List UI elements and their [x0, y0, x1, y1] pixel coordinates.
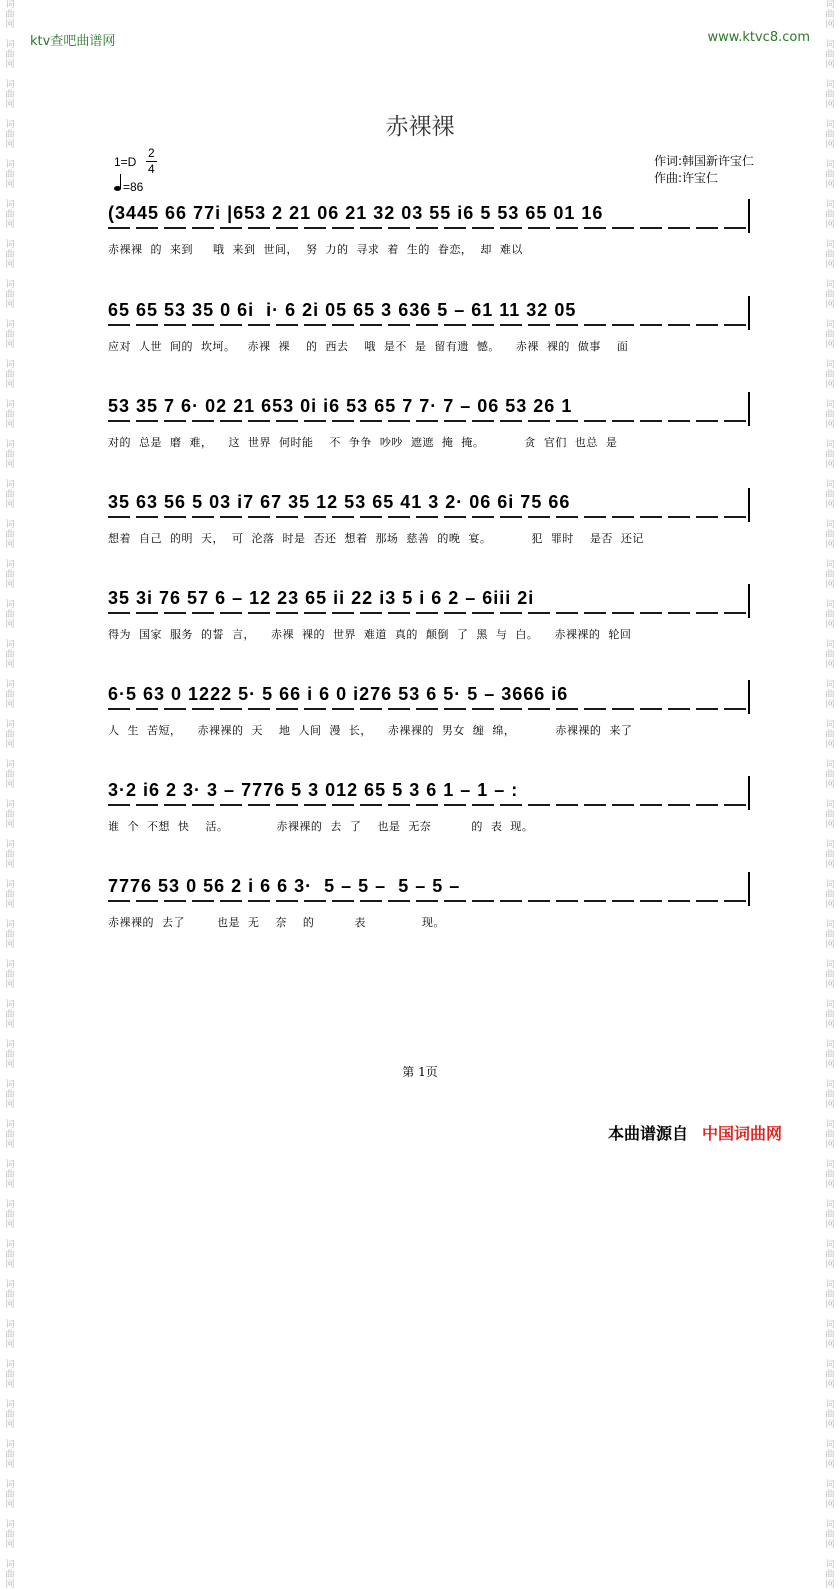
header-left-site[interactable]: ktv查吧曲谱网 [30, 34, 116, 49]
end-barline [748, 488, 750, 522]
end-barline [748, 392, 750, 426]
score-line [0, 876, 840, 936]
notation-row: (3445 66 77i |653 2 21 06 21 32 03 55 i6 5 53 65 01 16 [108, 203, 604, 223]
lyrics-row: 赤裸裸 的 来到 哦 来到 世间， 努 力的 寻求 着 生的 眷恋， 却 难以 [108, 243, 523, 256]
score-line [0, 588, 840, 648]
meter-top: 2 [148, 146, 155, 160]
beam-underline [108, 420, 748, 422]
beam-underline [108, 900, 748, 902]
notation-row: 7776 53 0 56 2 i 6 6 3· 5 – 5 – 5 – 5 – [108, 876, 461, 896]
composer: 作曲:许宝仁 [654, 171, 719, 185]
lyrics-row: 得为 国家 服务 的誓 言， 赤裸 裸的 世界 难道 真的 颠倒 了 黑 与 白。 赤裸裸的 轮回 [108, 628, 632, 641]
notation-row: 35 3i 76 57 6 – 12 23 65 ii 22 i3 5 i 6 2 – 6iii 2i [108, 588, 535, 608]
score-line [0, 492, 840, 552]
score-line [0, 300, 840, 360]
beam-underline [108, 612, 748, 614]
meter-bottom: 4 [148, 162, 155, 176]
credits [654, 153, 754, 187]
lyricist: 作词:韩国新许宝仁 [654, 154, 755, 168]
score-line [0, 780, 840, 840]
watermark-strip-left: 词 曲 网 词 曲 网 词 曲 网 词 曲 网 词 曲 网 词 曲 网 词 曲 网 词 曲 网 词 曲 网 词 曲 网 词 曲 网 词 曲 网 词 曲 网 词 曲 网 词 曲 网 词 曲 网 词 曲 网 词 曲 网 词 曲 网 词 曲 网 词 曲 网 词 曲 网 词 曲 网 词 曲 网 词 曲 网 词 曲 网 词 曲 网 词 曲 网 词 曲 网 词 曲 网 词 曲 网 词 曲 网 词 曲 网 词 曲 网 词 曲 网 词 曲 网 词 曲 网 词 曲 网 词 曲 网 词 曲 网 [5, 0, 15, 1590]
end-barline [748, 584, 750, 618]
quarter-note-icon [114, 186, 121, 191]
lyrics-row: 想着 自己 的明 天， 可 沦落 时是 否还 想着 那场 慈善 的晚 宴。 犯 罪时 是否 还记 [108, 532, 644, 545]
end-barline [748, 199, 750, 233]
tempo-value: =86 [123, 180, 144, 194]
tempo-mark [114, 180, 143, 194]
lyrics-row: 人 生 苦短， 赤裸裸的 天 地 人间 漫 长， 赤裸裸的 男女 缠 绵， 赤裸裸的 来了 [108, 724, 633, 737]
notation-row: 3·2 i6 2 3· 3 – 7776 5 3 012 65 5 3 6 1 – 1 – : [108, 780, 519, 800]
score-line [0, 396, 840, 456]
lyrics-row: 赤裸裸的 去了 也是 无 奈 的 表 现。 [108, 916, 445, 929]
beam-underline [108, 804, 748, 806]
watermark-strip-right: 词 曲 网 词 曲 网 词 曲 网 词 曲 网 词 曲 网 词 曲 网 词 曲 网 词 曲 网 词 曲 网 词 曲 网 词 曲 网 词 曲 网 词 曲 网 词 曲 网 词 曲 网 词 曲 网 词 曲 网 词 曲 网 词 曲 网 词 曲 网 词 曲 网 词 曲 网 词 曲 网 词 曲 网 词 曲 网 词 曲 网 词 曲 网 词 曲 网 词 曲 网 词 曲 网 词 曲 网 词 曲 网 词 曲 网 词 曲 网 词 曲 网 词 曲 网 词 曲 网 词 曲 网 词 曲 网 词 曲 网 [825, 0, 835, 1590]
end-barline [748, 872, 750, 906]
lyrics-row: 对的 总是 磨 难， 这 世界 何时能 不 争争 吵吵 遮遮 掩 掩。 贪 官们 也总 是 [108, 436, 618, 449]
end-barline [748, 296, 750, 330]
lyrics-row: 应对 人世 间的 坎坷。 赤裸 裸 的 西去 哦 是不 是 留有遗 憾。 赤裸 裸的 做事 面 [108, 340, 629, 353]
notation-row: 6·5 63 0 1222 5· 5 66 i 6 0 i276 53 6 5· 5 – 3666 i6 [108, 684, 569, 704]
time-signature [146, 146, 157, 177]
notation-row: 65 65 53 35 0 6i i· 6 2i 05 65 3 636 5 – 61 11 32 05 [108, 300, 577, 320]
beam-underline [108, 708, 748, 710]
score-line [0, 203, 840, 263]
end-barline [748, 776, 750, 810]
header-right-site[interactable]: www.ktvc8.com [707, 30, 810, 45]
page-number: 第 1页 [402, 1065, 438, 1079]
lyrics-row: 谁 个 不想 快 活。 赤裸裸的 去 了 也是 无奈 的 表 现。 [108, 820, 534, 833]
source-site[interactable]: 中国词曲网 [702, 1124, 783, 1143]
key-signature: 1=D [114, 155, 137, 169]
beam-underline [108, 227, 748, 229]
score-line [0, 684, 840, 744]
beam-underline [108, 516, 748, 518]
song-title: 赤裸裸 [385, 114, 455, 140]
source-credit [608, 1121, 782, 1144]
notation-row: 53 35 7 6· 02 21 653 0i i6 53 65 7 7· 7 – 06 53 26 1 [108, 396, 573, 416]
source-label: 本曲谱源自 [608, 1124, 689, 1143]
beam-underline [108, 324, 748, 326]
notation-row: 35 63 56 5 03 i7 67 35 12 53 65 41 3 2· 06 6i 75 66 [108, 492, 571, 512]
end-barline [748, 680, 750, 714]
